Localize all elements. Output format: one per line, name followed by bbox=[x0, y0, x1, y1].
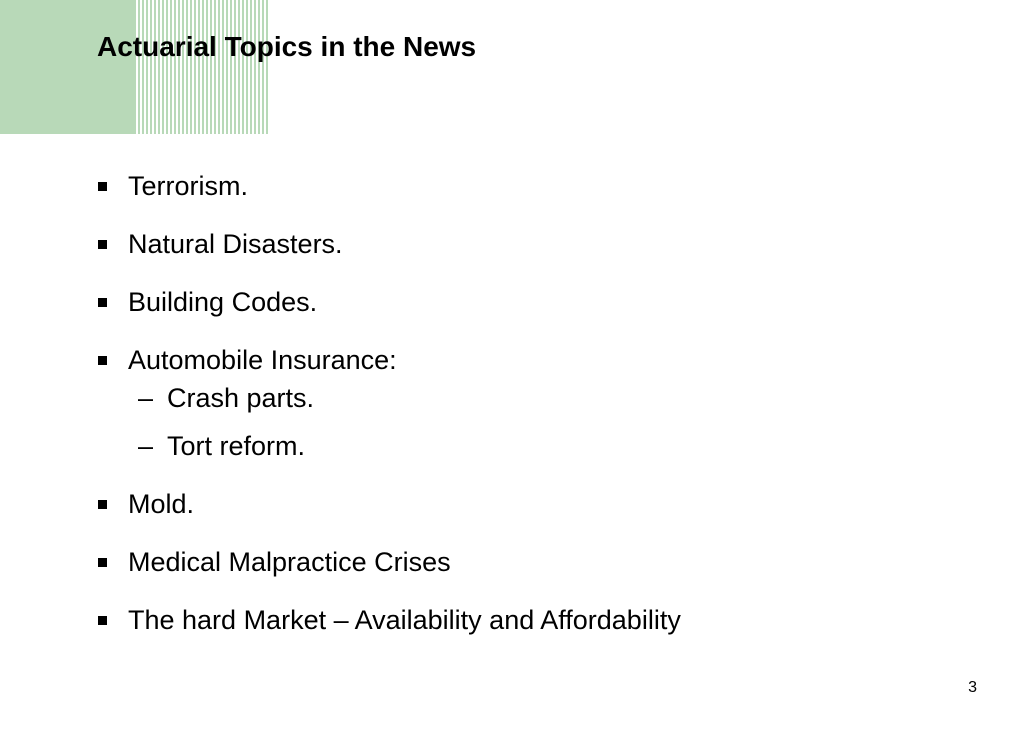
bullet-list bbox=[98, 162, 681, 654]
square-bullet-icon bbox=[98, 240, 107, 249]
square-bullet-icon bbox=[98, 356, 107, 365]
bullet-item bbox=[98, 480, 681, 528]
bullet-text: Medical Malpractice Crises bbox=[128, 547, 451, 577]
bullet-text: Natural Disasters. bbox=[128, 229, 343, 259]
slide-title: Actuarial Topics in the News bbox=[97, 31, 477, 62]
square-bullet-icon bbox=[98, 500, 107, 509]
sub-bullet-text: Crash parts. bbox=[167, 383, 315, 413]
bullet-item bbox=[98, 336, 681, 470]
bullet-item bbox=[98, 596, 681, 644]
bullet-text: Building Codes. bbox=[128, 287, 318, 317]
bullet-text: Terrorism. bbox=[128, 171, 248, 201]
square-bullet-icon bbox=[98, 298, 107, 307]
bullet-item bbox=[98, 162, 681, 210]
bullet-text: Mold. bbox=[128, 489, 195, 519]
decorative-green-stripes bbox=[134, 0, 270, 134]
square-bullet-icon bbox=[98, 558, 107, 567]
square-bullet-icon bbox=[98, 616, 107, 625]
sub-bullet-text: Tort reform. bbox=[167, 431, 306, 461]
bullet-text: The hard Market – Availability and Affordability bbox=[128, 605, 681, 635]
dash-bullet-icon: – bbox=[138, 431, 154, 461]
bullet-item bbox=[98, 278, 681, 326]
sub-bullet-item bbox=[138, 374, 681, 422]
sub-bullet-item bbox=[138, 422, 681, 470]
bullet-text: Automobile Insurance: bbox=[128, 345, 397, 375]
square-bullet-icon bbox=[98, 182, 107, 191]
decorative-green-block bbox=[0, 0, 134, 134]
page-number: 3 bbox=[968, 679, 977, 696]
bullet-item bbox=[98, 220, 681, 268]
bullet-item bbox=[98, 538, 681, 586]
dash-bullet-icon: – bbox=[138, 383, 154, 413]
sub-bullet-list bbox=[98, 374, 681, 470]
